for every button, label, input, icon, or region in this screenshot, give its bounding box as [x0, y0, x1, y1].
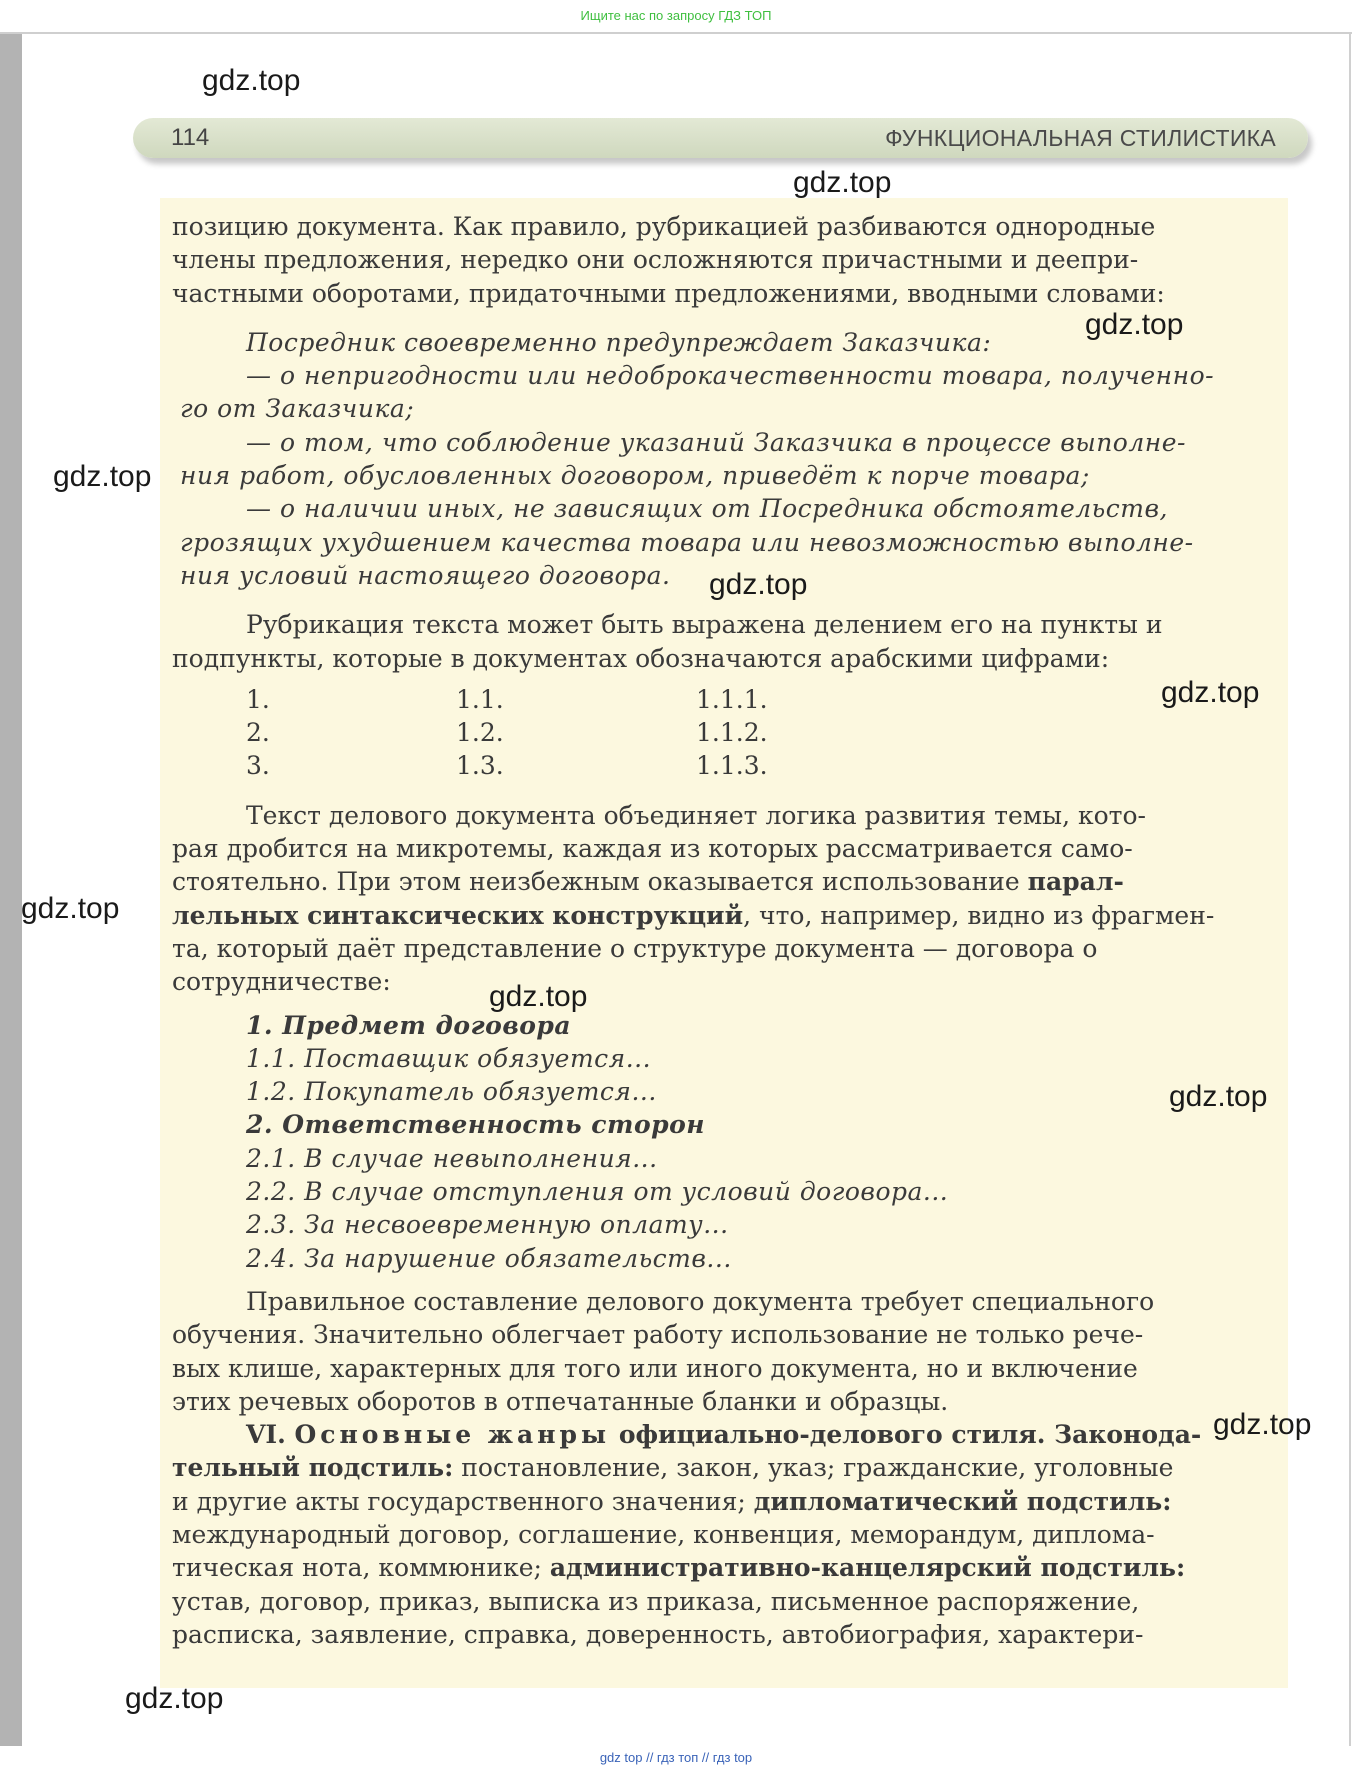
contract-structure [172, 1009, 1272, 1275]
watermark: gdz.top [125, 1682, 224, 1715]
text-line: позицию документа. Как правило, рубрикацией разбиваются однородные [172, 212, 1156, 241]
training-paragraph [172, 1285, 1272, 1418]
text-line: расписка, заявление, справка, доверенность, автобиография, характери- [172, 1619, 1144, 1649]
top-notice-bar [0, 0, 1352, 34]
number-cell: 1.1.3. [696, 751, 768, 781]
number-cell: 1.3. [456, 751, 504, 781]
text-line: международный договор, соглашение, конвенция, меморандум, диплома- [172, 1519, 1155, 1549]
watermark: gdz.top [793, 166, 892, 199]
text-line [172, 865, 1272, 898]
text-run: и другие акты государственного значения; [172, 1486, 754, 1516]
contract-item: 1.2. Покупатель обязуется... [246, 1077, 657, 1107]
bold-term: административно-канцелярский подстиль: [549, 1553, 1186, 1583]
text-line: подпункты, которые в документах обозначаются арабскими цифрами: [172, 643, 1110, 673]
text-line [172, 1418, 1272, 1451]
intro-paragraph [172, 210, 1272, 310]
text-run: стоятельно. При этом неизбежным оказывается использование [172, 867, 1028, 897]
text-run: постановление, закон, указ; гражданские, уголовные [453, 1453, 1174, 1483]
text-line [172, 899, 1272, 932]
right-border-line [1349, 34, 1351, 1746]
watermark: gdz.top [1085, 308, 1184, 341]
rubrication-paragraph [172, 608, 1272, 675]
text-line [172, 1451, 1272, 1484]
text-line: вых клише, характерных для того или иного документа, но и включение [172, 1353, 1138, 1383]
number-cell: 1.2. [456, 718, 504, 748]
text-line [172, 1485, 1272, 1518]
number-cell: 2. [246, 718, 270, 748]
contract-heading: 1. Предмет договора [246, 1010, 572, 1040]
spaced-heading: Основные жанры [294, 1420, 611, 1450]
text-line: Рубрикация текста может быть выражена делением его на пункты и [246, 610, 1163, 640]
example-block [172, 326, 1272, 592]
number-cell: 1.1.2. [696, 718, 768, 748]
logic-paragraph [172, 799, 1272, 999]
example-line: ния условий настоящего договора. [180, 560, 671, 590]
example-line: грозящих ухудшением качества товара или невозможностью выполне- [180, 527, 1194, 557]
bold-term: официально-делового стиля. Законода- [610, 1420, 1202, 1450]
text-run: тическая нота, коммюнике; [172, 1553, 550, 1583]
contract-item: 1.1. Поставщик обязуется... [246, 1043, 652, 1073]
watermark: gdz.top [53, 460, 152, 493]
bold-term: тельный подстиль: [172, 1453, 454, 1483]
top-notice-text: Ищите нас по запросу ГДЗ ТОП [580, 8, 772, 23]
footer-links[interactable]: gdz top // гдз топ // гдз top [599, 1750, 753, 1765]
bold-term: дипломатический подстиль: [753, 1486, 1172, 1516]
page-content [172, 210, 1272, 1651]
bold-term: лельных синтаксических конструкций [172, 900, 744, 930]
section-title: ФУНКЦИОНАЛЬНАЯ СТИЛИСТИКА [885, 125, 1276, 151]
example-line: — о наличии иных, не зависящих от Посредника обстоятельств, [246, 494, 1168, 524]
example-line: — о непригодности или недоброкачественности товара, полученно- [246, 361, 1215, 391]
contract-item: 2.1. В случае невыполнения... [246, 1143, 658, 1173]
text-line: частными оборотами, придаточными предложениями, вводными словами: [172, 278, 1165, 308]
contract-item: 2.2. В случае отступления от условий договора... [246, 1177, 949, 1207]
contract-item: 2.4. За нарушение обязательств... [246, 1243, 732, 1273]
page-header [133, 118, 1308, 158]
contract-heading: 2. Ответственность сторон [246, 1110, 706, 1140]
text-line: та, который даёт представление о структуре документа — договора о [172, 933, 1098, 963]
text-line: Правильное составление делового документа требует специального [246, 1286, 1155, 1316]
text-run: , что, например, видно из фрагмен- [743, 900, 1215, 930]
page-number: 114 [171, 124, 210, 151]
text-line: обучения. Значительно облегчает работу использование не только рече- [172, 1320, 1144, 1350]
genres-paragraph [172, 1418, 1272, 1651]
text-line: сотрудничестве: [172, 967, 391, 997]
watermark: gdz.top [1169, 1080, 1268, 1113]
number-cell: 1.1.1. [696, 684, 768, 714]
example-line: — о том, что соблюдение указаний Заказчика в процессе выполне- [246, 427, 1186, 457]
numbering-example [246, 683, 1272, 783]
watermark: gdz.top [202, 64, 301, 97]
watermark: gdz.top [1161, 676, 1260, 709]
watermark: gdz.top [489, 980, 588, 1013]
text-line: рая дробится на микротемы, каждая из которых рассматривается само- [172, 834, 1133, 864]
watermark: gdz.top [21, 892, 120, 925]
number-cell: 3. [246, 751, 270, 781]
example-line: ния работ, обусловленных договором, приведёт к порче товара; [180, 461, 1090, 491]
section-numeral: VI. [246, 1420, 295, 1450]
text-line: устав, договор, приказ, выписка из приказа, письменное распоряжение, [172, 1586, 1140, 1616]
example-line: го от Заказчика; [180, 394, 415, 424]
watermark: gdz.top [1213, 1408, 1312, 1441]
watermark: gdz.top [709, 568, 808, 601]
text-line: этих речевых оборотов в отпечатанные бланки и образцы. [172, 1386, 949, 1416]
number-cell: 1. [246, 684, 270, 714]
text-line: Текст делового документа объединяет логика развития темы, кото- [246, 800, 1146, 830]
left-margin-bar [0, 34, 22, 1746]
example-line: Посредник своевременно предупреждает Заказчика: [246, 327, 992, 357]
bold-term: парал- [1027, 867, 1124, 897]
text-line [172, 1551, 1272, 1584]
text-line: члены предложения, нередко они осложняются причастными и деепри- [172, 245, 1139, 275]
contract-item: 2.3. За несвоевременную оплату... [246, 1210, 729, 1240]
number-cell: 1.1. [456, 684, 504, 714]
